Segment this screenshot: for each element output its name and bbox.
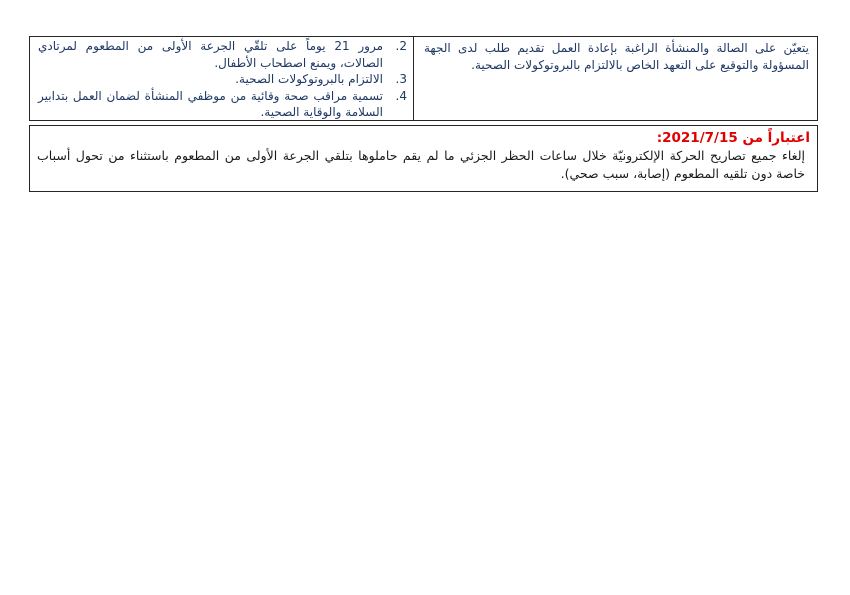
list-item-number: 3. [395, 72, 407, 86]
document-content [29, 36, 818, 192]
conditions-list-cell [30, 37, 413, 120]
list-item [38, 71, 407, 88]
effective-date-heading: اعتباراً من 2021/7/15: [656, 130, 810, 146]
list-item [38, 38, 407, 71]
list-item-number: 4. [395, 88, 407, 103]
effective-date-section [29, 125, 818, 192]
authority-request-cell [413, 37, 817, 120]
list-item-text: مرور 21 يوماً على تلقّي الجرعة الأولى من المطعوم لمرتادي الصالات، ويمنع اصطحاب الأطفال. [38, 39, 384, 70]
authority-request-text: يتعيّن على الصالة والمنشأة الراغبة بإعادة العمل تقديم طلب لدى الجهة المسؤولة والتوقيع على التعهد الخاص بالالتزام بالبروتوكولات الصحية. [424, 41, 809, 72]
list-item-text: تسمية مراقب صحة وقائية من موظفي المنشأة لضمان العمل بتدابير السلامة والوقاية الصحية. [38, 88, 383, 119]
list-item-number: 2. [395, 39, 407, 53]
list-item [38, 88, 407, 121]
effective-date-body: إلغاء جميع تصاريح الحركة الإلكترونيّة خلال ساعات الحظر الجزئي ما لم يقم حاملوها بتلقي الجرعة الأولى من المطعوم باستثناء من تحول أسباب خاصة دون تلقيه المطعوم (إصابة، سبب صحي). [37, 148, 805, 181]
list-item-text: الالتزام بالبروتوكولات الصحية. [235, 72, 383, 86]
reopening-requirements-table [29, 36, 818, 121]
